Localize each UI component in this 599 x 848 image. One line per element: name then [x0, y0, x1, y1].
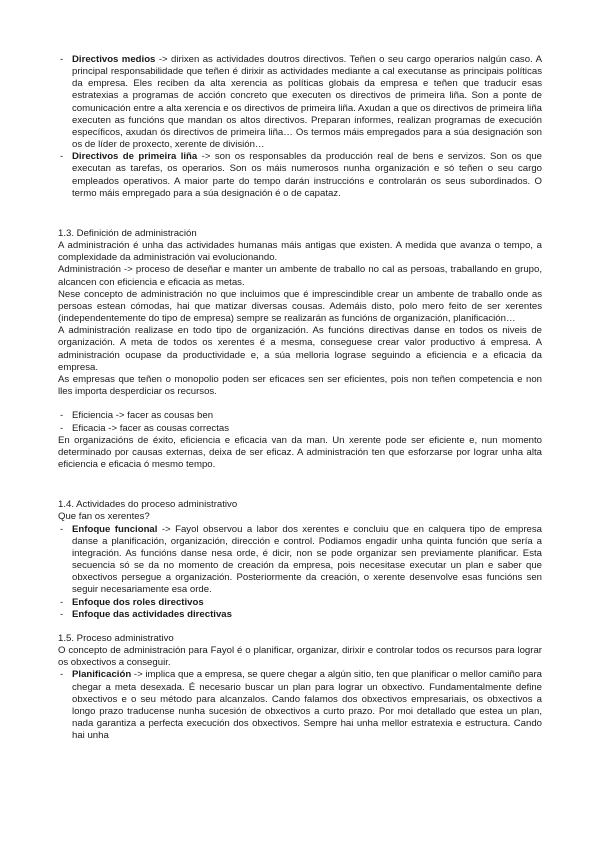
term-enfoque-funcional: Enfoque funcional [72, 523, 158, 535]
text-directivos-primeira-lina: -> son os responsables da producción real de bens e servizos. Son os que executan as tarefas, os operarios. Son os máis numerosos nunha organización e só teñen o seu cargo empleados operativos. A maior parte do tempo darán instruccións e controlarán os seus subordinados. O termo máis empregado para a súa designación é o de capataz. [72, 151, 542, 199]
text-eficiencia: Eficiencia -> facer as cousas ben [72, 410, 214, 422]
list-item-enfoque-funcional [58, 524, 542, 597]
section-heading-1-5: 1.5. Proceso administrativo [58, 632, 174, 644]
bullet-dash: - [60, 54, 64, 65]
paragraph: A administración realizase en todo tipo de organización. As funcións directivas danse en todos os niveis de organización. A meta de todos os xerentes é a mesma, conseguese crear valor productivo á empresa. A administración ocupase da productividade e, a súa melloria lograse seguindo a eficiencia e a eficacia da empresa. [58, 325, 542, 373]
bullet-dash: - [60, 151, 64, 163]
list-item-directivos-primeira-lina [58, 151, 542, 200]
bullet-dash: - [60, 410, 64, 422]
term-directivos-primeira-lina: Directivos de primeira liña [72, 151, 198, 163]
bullet-dash: - [60, 596, 64, 608]
paragraph: En organizacións de éxito, eficiencia e eficacia van da man. Un xerente pode ser eficiente e, nun momento determinado por causas externas, deixa de ser eficaz. A administración ten que esforzarse por lograr unha alta eficiencia e eficacia ó mesmo tempo. [58, 434, 542, 470]
document-page [58, 54, 542, 742]
text-directivos-medios: -> dirixen as actividades doutros directivos. Teñen o seu cargo operarios nalgún caso. A principal responsabilidade que teñen é dirixir as actividades mediante a cal executanse as principais políticas da empresa. Eles reciben da alta xerencia as políticas globais da empresa e teñen que traducir esas estratexias a programas de acción concreto que executen os directivos de primeira liña. Son a ponte de comunicación entre a alta xerencia e os directivos de primeira liña. Axudan a que os directivos de primeira liña executen as funcións que mandan os altos directivos. Preparan informes, realizan programas de execución específicos, axudan ós directivos de primeira liña… Os termos máis empregados para a súa designación son os de líder de proxecto, xerente de división… [72, 54, 542, 151]
bullet-dash: - [60, 422, 64, 434]
paragraph: O concepto de administración para Fayol é o planificar, organizar, dirixir e controlar todos os recursos para lograr os obxectivos a conseguir. [58, 645, 542, 669]
term-enfoque-actividades: Enfoque das actividades directivas [72, 608, 232, 620]
bullet-dash: - [60, 523, 64, 535]
list-item-eficacia [58, 423, 542, 435]
term-directivos-medios: Directivos medios [72, 54, 156, 65]
paragraph: As empresas que teñen o monopolio poden ser eficaces sen ser eficientes, pois non teñen competencia e non lles importa desperdiciar os recursos. [58, 373, 542, 398]
list-item-enfoque-actividades [58, 609, 542, 621]
bullet-dash: - [60, 608, 64, 620]
list-item-directivos-medios [58, 54, 542, 151]
list-item-eficiencia [58, 410, 542, 422]
paragraph: A administración é unha das actividades humanas máis antigas que existen. A medida que avanza o tempo, a complexidade da administración vai evolucionando. [58, 240, 542, 264]
text-eficacia: Eficacia -> facer as cousas correctas [72, 422, 230, 434]
text-enfoque-funcional: -> Fayol observou a labor dos xerentes e concluiu que en calquera tipo de empresa danse a planificación, organización, dirección e control. Podiamos engadir unha quinta función que sería a integración. As funcións danse nesa orde, é dicir, non se pode organizar sen previamente planificar. Esta secuencia só se da no momento de creación da empresa, pois necesitase executar un plan e saber que obxectivos persegue a organización. Posteriormente da creación, o xerente desenvolve esas funcións sen seguir necesariamente esa orde. [72, 523, 542, 596]
text-planificacion: -> implica que a empresa, se quere chegar a algún sitio, ten que planificar o mellor camiño para chegar a meta desexada. É necesario buscar un plan para lograr un obxectivo. Fundamentalmente define obxectivos e o seu método para alcanzalos. Cando falamos dos obxectivos empresariais, os obxectivos a longo prazo traducense nunha sucesión de obxectivos a curto prazo. Por moi detallado que estea un plan, nada garantiza a perfecta execución dos obxectivos. Sempre hai unha mellor estratexia e estructura. Cando hai unha [72, 669, 542, 742]
term-planificacion: Planificación [72, 669, 132, 681]
list-item-planificacion [58, 669, 542, 742]
bullet-dash: - [60, 669, 64, 681]
list-item-enfoque-roles [58, 597, 542, 609]
term-enfoque-roles: Enfoque dos roles directivos [72, 596, 204, 608]
paragraph: Administración -> proceso de deseñar e manter un ambente de traballo no cal as persoas, traballando en grupo, alcancen con eficiencia e eficacia as metas. [58, 264, 542, 288]
section-heading-1-3: 1.3. Definición de administración [58, 228, 197, 240]
paragraph: Nese concepto de administración no que incluimos que é imprescindible crear un ambente de traballo onde as persoas estean cómodas, hai que matizar diversas cousas. Ademáis disto, polo mero feito de ser xerentes (independentemente do tipo de empresa) sempre se realizarán as funcións de organización, planificación… [58, 288, 542, 325]
section-heading-1-4: 1.4. Actividades do proceso administrativo [58, 499, 238, 511]
question-line: Que fan os xerentes? [58, 511, 150, 523]
